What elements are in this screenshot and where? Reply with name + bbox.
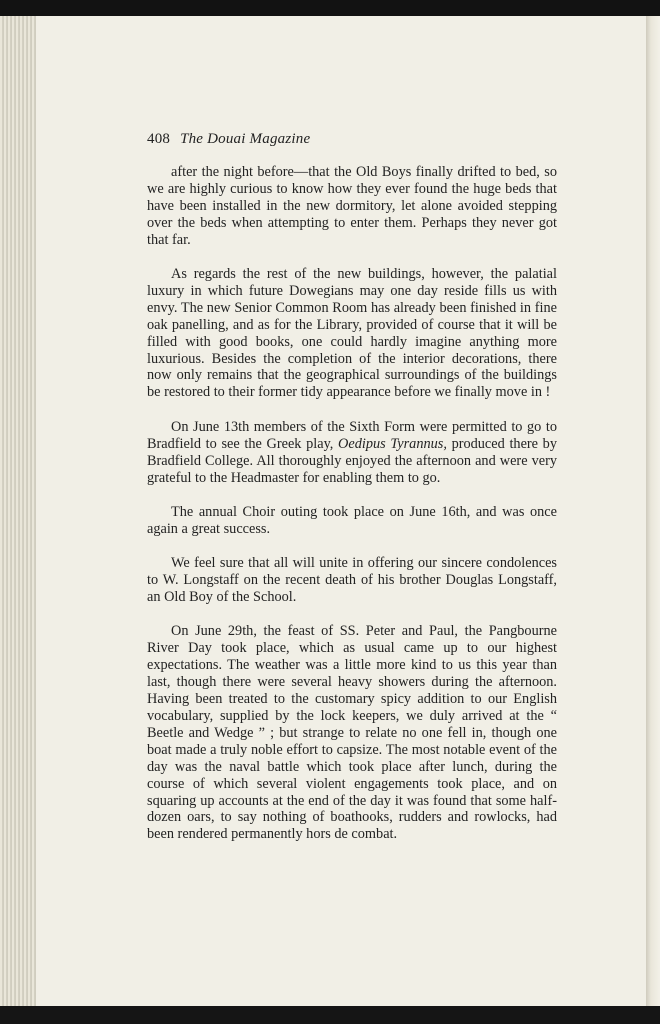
paragraph [147, 555, 557, 606]
page-number: 408 [147, 131, 171, 147]
paragraph [147, 504, 557, 538]
paragraph-text: As regards the rest of the new buildings, however, the palatial luxury in which future Dowegians may one day reside fills us with envy. The new Senior Common Room has already been finished in fine oak panelling, and as for the Library, provided of course that it will be filled with good books, one could hardly imagine anything more luxurious. Besides the completion of the interior decorations, there now only remains that the geographical surroundings of the buildings be restored to their former tidy appearance before we finally move in ! [147, 266, 557, 401]
paragraph [147, 164, 557, 249]
paragraph-text: We feel sure that all will unite in offering our sincere condolences to W. Longstaff on the recent death of his brother Douglas Longstaff, an Old Boy of the School. [147, 555, 557, 606]
scan-bottom-border [0, 1006, 660, 1024]
book-page-edges [0, 16, 40, 1006]
magazine-title: The Douai Magazine [180, 131, 311, 147]
paragraph [147, 623, 557, 843]
paragraph [147, 266, 557, 401]
article-body [147, 164, 557, 843]
paragraph-text: The annual Choir outing took place on June 16th, and was once again a great success. [147, 503, 557, 537]
paragraph [147, 419, 557, 487]
play-title: Oedipus Tyrannus, [338, 435, 447, 452]
paragraph-text: produced there by Bradfield College. All thoroughly enjoyed the afternoon and were very grateful to the Headmaster for enabling them to go. [147, 435, 557, 486]
paragraph-text: after the night before—that the Old Boys finally drifted to bed, so we are highly curious to know how they ever found the huge beds that have been installed in the new dormitory, let alone avoided stepping over the beds when attempting to enter them. Perhaps they never got that far. [147, 164, 557, 248]
book-right-edge [646, 16, 660, 1006]
paragraph-text: On June 29th, the feast of SS. Peter and Paul, the Pangbourne River Day took place, which as usual came up to our highest expectations. The weather was a little more kind to us this year than last, though there were several heavy showers during the afternoon. Having been treated to the customary spicy addition to our English vocabulary, supplied by the lock keepers, we duly arrived at the “ Beetle and Wedge ” ; but strange to relate no one fell in, though one boat made a truly noble effort to capsize. The most notable event of the day was the naval battle which took place after lunch, during the course of which several violent engagements took place, and on squaring up accounts at the end of the day it was found that some half-dozen oars, to say nothing of boathooks, rudders and rowlocks, had been rendered permanently hors de combat. [147, 623, 557, 843]
running-header [147, 131, 310, 148]
paragraph-text: On June 13th members of the Sixth Form were permitted to go to Bradfield to see the Greek play, [147, 418, 557, 452]
